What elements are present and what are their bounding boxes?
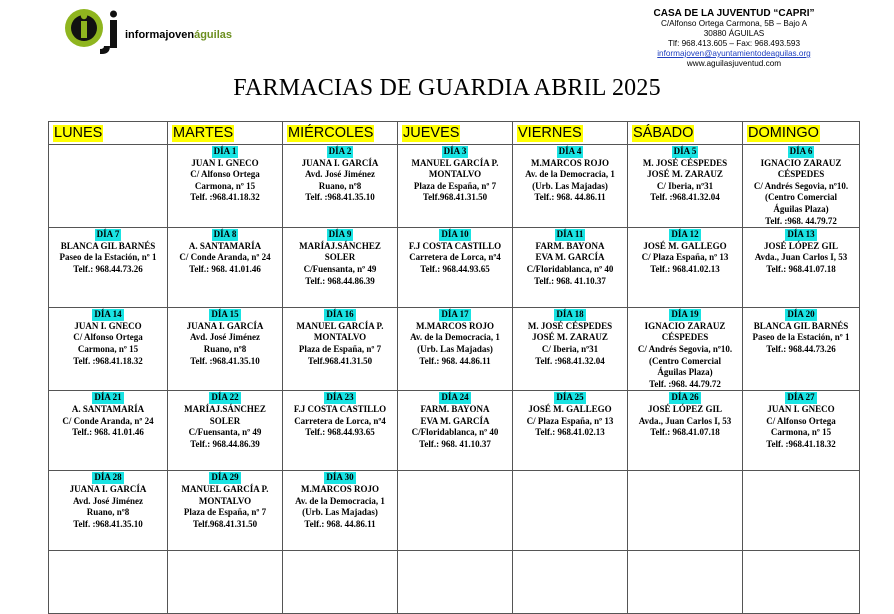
org-name: CASA DE LA JUVENTUD “CAPRI” (653, 8, 815, 19)
day-cell (398, 145, 513, 228)
day-number: DÍA 18 (556, 309, 584, 320)
pharmacy-info-line: MANUEL GARCÍA P. (296, 320, 384, 331)
pharmacy-info-line: Telf.: 968.41.07.18 (650, 427, 720, 438)
pharmacy-info-line: C/Floridablanca, nº 40 (526, 263, 614, 274)
pharmacy-info-line: C/ Iberia, nº31 (656, 180, 714, 191)
pharmacy-info-line: MONTALVO (428, 169, 482, 180)
pharmacy-info-line: Telf.: 968.44.73.26 (766, 343, 836, 354)
weekday-header (513, 122, 628, 145)
pharmacy-info-line: F.J COSTA CASTILLO (408, 240, 502, 251)
pharmacy-info-line: C/Floridablanca, nº 40 (411, 427, 499, 438)
pharmacy-info-line: CÉSPEDES (661, 332, 709, 343)
page-title: FARMACIAS DE GUARDIA ABRIL 2025 (233, 75, 661, 101)
pharmacy-info-line: C/Fuensanta, nº 49 (188, 427, 262, 438)
pharmacy-info-line: Telf.: 968.41.02.13 (650, 263, 720, 274)
pharmacy-info-line: C/ Conde Aranda, nº 24 (179, 252, 271, 263)
pharmacy-info-line: Águilas Plaza) (657, 367, 713, 378)
pharmacy-info-line: Carmona, nº 15 (77, 343, 139, 354)
pharmacy-info-line: Plaza de España, nº 7 (183, 507, 267, 518)
pharmacy-info-line: Telf.: 968. 41.10.37 (534, 275, 606, 286)
pharmacy-info-line: Telf.968.41.31.50 (422, 192, 488, 203)
pharmacy-info-line: Telf. :968.41.32.04 (650, 192, 720, 203)
pharmacy-info-line: Carretera de Lorca, nº4 (294, 415, 386, 426)
day-number: DÍA 2 (328, 146, 352, 156)
pharmacy-info-line: (Centro Comercial (765, 192, 837, 203)
pharmacy-info-line: Av. de la Democracia, 1 (410, 332, 500, 343)
pharmacy-info-line: JUAN I. GNECO (767, 403, 835, 414)
empty-cell (628, 551, 743, 614)
weekday-header (628, 122, 743, 145)
day-cell (628, 145, 743, 228)
org-web: www.aguilasjuventud.com (686, 59, 782, 68)
pharmacy-info-line: EVA M. GARCÍA (535, 252, 605, 263)
day-number: DÍA 20 (787, 309, 815, 320)
pharmacy-info-line: SOLER (209, 415, 241, 426)
pharmacy-info-line: Avd. José Jiménez (72, 495, 144, 506)
pharmacy-info-line: Ruano, nº8 (203, 343, 247, 354)
pharmacy-info-line: Telf.: 968.44.86.39 (190, 438, 260, 449)
pharmacy-info-line: M. JOSÉ CÉSPEDES (527, 320, 613, 331)
day-number: DÍA 29 (211, 472, 239, 483)
day-cell (398, 391, 513, 471)
pharmacy-info-line: Telf.: 968.44.86.39 (305, 275, 375, 286)
pharmacy-info-line: JOSÉ LÓPEZ GIL (647, 403, 723, 414)
pharmacy-info-line: Telf.: 968. 44.86.11 (534, 192, 606, 203)
empty-cell (49, 145, 168, 228)
day-cell (168, 391, 283, 471)
pharmacy-info-line: A. SANTAMARÍA (71, 403, 145, 414)
pharmacy-info-line: MANUEL GARCÍA P. (411, 157, 499, 168)
day-number: DÍA 16 (326, 309, 354, 320)
pharmacy-info-line: Avda., Juan Carlos I, 53 (754, 252, 848, 263)
pharmacy-info-line: Telf. :968.41.18.32 (190, 192, 260, 203)
org-address: C/Alfonso Ortega Carmona, 5B – Bajo A (660, 19, 808, 28)
pharmacy-info-line: Telf. :968.41.35.10 (73, 518, 143, 529)
day-cell (283, 228, 398, 308)
day-cell (49, 471, 168, 551)
pharmacy-info-line: SOLER (324, 252, 356, 263)
pharmacy-info-line: C/ Alfonso Ortega (190, 169, 260, 180)
day-cell (168, 228, 283, 308)
day-number: DÍA 9 (328, 229, 352, 240)
day-number: DÍA 30 (326, 472, 354, 483)
pharmacy-info-line: A. SANTAMARÍA (188, 240, 262, 251)
pharmacy-info-line: MONTALVO (198, 495, 252, 506)
weekday-header (168, 122, 283, 145)
day-number: DÍA 22 (211, 392, 239, 403)
pharmacy-info-line: JOSÉ M. ZARAUZ (647, 169, 723, 180)
day-number: DÍA 5 (673, 146, 697, 156)
pharmacy-info-line: Telf. :968.41.35.10 (305, 192, 375, 203)
pharmacy-info-line: Telf. :968.41.18.32 (766, 438, 836, 449)
day-number: DÍA 10 (441, 229, 469, 240)
pharmacy-info-line: JUAN I. GNECO (74, 320, 142, 331)
pharmacy-info-line: M.MARCOS ROJO (416, 320, 494, 331)
empty-cell (743, 471, 860, 551)
day-number: DÍA 26 (671, 392, 699, 403)
pharmacy-info-line: C/ Iberia, nº31 (541, 343, 599, 354)
pharmacy-info-line: Ruano, nº8 (318, 180, 362, 191)
pharmacy-info-line: C/Fuensanta, nº 49 (303, 263, 377, 274)
pharmacy-info-line: IGNACIO ZARAUZ (760, 157, 842, 168)
weekday-label: LUNES (54, 125, 103, 141)
day-number: DÍA 12 (671, 229, 699, 240)
empty-cell (398, 551, 513, 614)
pharmacy-info-line: Telf. :968.41.18.32 (73, 355, 143, 366)
pharmacy-info-line: C/ Alfonso Ortega (766, 415, 836, 426)
pharmacy-info-line: JUANA I. GARCÍA (186, 320, 264, 331)
pharmacy-info-line: JOSÉ M. GALLEGO (643, 240, 727, 251)
pharmacy-info-line: IGNACIO ZARAUZ (644, 320, 726, 331)
pharmacy-info-line: Telf. :968. 44.79.72 (649, 378, 721, 389)
pharmacy-info-line: FARM. BAYONA (535, 240, 605, 251)
pharmacy-info-line: Telf.: 968. 41.01.46 (72, 427, 144, 438)
empty-cell (628, 471, 743, 551)
weekday-label: MARTES (173, 125, 234, 141)
pharmacy-info-line: JUANA I. GARCÍA (301, 157, 379, 168)
pharmacy-info-line: Telf.: 968. 41.01.46 (189, 263, 261, 274)
empty-cell (513, 471, 628, 551)
pharmacy-info-line: Telf.: 968.44.93.65 (420, 263, 490, 274)
day-number: DÍA 14 (94, 309, 122, 320)
week-row (49, 551, 860, 614)
day-number: DÍA 6 (789, 146, 813, 156)
day-number: DÍA 15 (211, 309, 239, 320)
pharmacy-info-line: (Centro Comercial (649, 355, 721, 366)
pharmacy-info-line: BLANCA GIL BARNÉS (753, 320, 849, 331)
empty-cell (743, 551, 860, 614)
pharmacy-info-line: MONTALVO (313, 332, 367, 343)
pharmacy-info-line: Plaza de España, nº 7 (298, 343, 382, 354)
pharmacy-info-line: C/ Conde Aranda, nº 24 (62, 415, 154, 426)
day-number: DÍA 25 (556, 392, 584, 403)
pharmacy-info-line: C/ Andrés Segovia, nº10. (753, 180, 849, 191)
pharmacy-info-line: F.J COSTA CASTILLO (293, 403, 387, 414)
week-row (49, 471, 860, 551)
organization-info (614, 9, 854, 69)
day-cell (628, 228, 743, 308)
org-email-link[interactable]: informajoven@ayuntamientodeaguilas.org (657, 49, 811, 58)
pharmacy-info-line: JOSÉ LÓPEZ GIL (763, 240, 839, 251)
day-cell (513, 308, 628, 391)
weekday-label: MIÉRCOLES (288, 125, 374, 141)
day-cell (513, 228, 628, 308)
pharmacy-info-line: Carretera de Lorca, nº4 (409, 252, 501, 263)
day-cell (283, 391, 398, 471)
org-city: 30880 ÁGUILAS (703, 29, 765, 38)
pharmacy-info-line: MARÍAJ.SÁNCHEZ (299, 240, 381, 251)
pharmacy-info-line: (Urb. Las Majadas) (417, 343, 493, 354)
pharmacy-info-line: Telf.968.41.31.50 (192, 518, 258, 529)
weekday-label: DOMINGO (748, 125, 819, 141)
day-cell (283, 308, 398, 391)
week-row (49, 228, 860, 308)
pharmacy-info-line: M.MARCOS ROJO (301, 483, 379, 494)
day-cell (283, 471, 398, 551)
pharmacy-info-line: (Urb. Las Majadas) (532, 180, 608, 191)
pharmacy-info-line: JUANA I. GARCÍA (69, 483, 147, 494)
day-cell (628, 391, 743, 471)
pharmacy-info-line: Telf.: 968.44.73.26 (73, 263, 143, 274)
day-number: DÍA 1 (213, 146, 237, 156)
weekday-header-row (49, 122, 860, 145)
day-cell (283, 145, 398, 228)
weekday-label: VIERNES (518, 125, 582, 141)
brand-suffix: águilas (194, 29, 232, 41)
pharmacy-info-line: Avd. José Jiménez (189, 332, 261, 343)
pharmacy-calendar (48, 121, 860, 614)
pharmacy-info-line: Águilas Plaza) (773, 203, 829, 214)
day-cell (398, 228, 513, 308)
pharmacy-info-line: JOSÉ M. ZARAUZ (532, 332, 608, 343)
pharmacy-info-line: MARÍAJ.SÁNCHEZ (184, 403, 266, 414)
pharmacy-info-line: Paseo de la Estación, nº 1 (752, 332, 850, 343)
pharmacy-info-line: Paseo de la Estación, nº 1 (59, 252, 157, 263)
pharmacy-info-line: Telf.: 968. 44.86.11 (304, 518, 376, 529)
day-number: DÍA 11 (556, 229, 584, 240)
pharmacy-info-line: Telf.: 968. 44.86.11 (419, 355, 491, 366)
pharmacy-info-line: CÉSPEDES (777, 169, 825, 180)
day-cell (743, 391, 860, 471)
pharmacy-info-line: FARM. BAYONA (420, 403, 490, 414)
empty-cell (283, 551, 398, 614)
pharmacy-info-line: JUAN I. GNECO (191, 157, 259, 168)
pharmacy-info-line: Carmona, nº 15 (770, 427, 832, 438)
day-number: DÍA 4 (558, 146, 582, 156)
weekday-label: JUEVES (403, 125, 460, 141)
day-cell (168, 308, 283, 391)
pharmacy-info-line: Av. de la Democracia, 1 (525, 169, 615, 180)
brand-name (125, 29, 232, 41)
day-number: DÍA 21 (94, 392, 122, 403)
empty-cell (398, 471, 513, 551)
calendar-body (49, 145, 860, 614)
pharmacy-info-line: EVA M. GARCÍA (420, 415, 490, 426)
week-row (49, 308, 860, 391)
day-cell (513, 145, 628, 228)
pharmacy-info-line: Telf.: 968. 41.10.37 (419, 438, 491, 449)
pharmacy-info-line: Telf.: 968.41.02.13 (535, 427, 605, 438)
weekday-header (283, 122, 398, 145)
pharmacy-info-line: M. JOSÉ CÉSPEDES (642, 157, 728, 168)
day-cell (743, 228, 860, 308)
pharmacy-info-line: Telf.968.41.31.50 (307, 355, 373, 366)
day-cell (168, 471, 283, 551)
pharmacy-info-line: MANUEL GARCÍA P. (181, 483, 269, 494)
pharmacy-info-line: C/ Alfonso Ortega (73, 332, 143, 343)
day-cell (49, 391, 168, 471)
weekday-label: SÁBADO (633, 125, 694, 141)
day-number: DÍA 17 (441, 309, 469, 320)
day-number: DÍA 28 (94, 472, 122, 483)
pharmacy-info-line: C/ Andrés Segovia, nº10. (637, 343, 733, 354)
org-phone: Tlf: 968.413.605 – Fax: 968.493.593 (667, 39, 800, 48)
pharmacy-info-line: Avd. José Jiménez (304, 169, 376, 180)
day-number: DÍA 8 (213, 229, 237, 240)
pharmacy-info-line: Carmona, nº 15 (194, 180, 256, 191)
empty-cell (513, 551, 628, 614)
pharmacy-info-line: Avda., Juan Carlos I, 53 (638, 415, 732, 426)
day-number: DÍA 3 (443, 146, 467, 156)
week-row (49, 391, 860, 471)
pharmacy-info-line: M.MARCOS ROJO (531, 157, 609, 168)
pharmacy-info-line: (Urb. Las Majadas) (302, 507, 378, 518)
weekday-header (743, 122, 860, 145)
pharmacy-info-line: Telf. :968. 44.79.72 (765, 215, 837, 226)
day-number: DÍA 24 (441, 392, 469, 403)
pharmacy-info-line: C/ Plaza España, nº 13 (526, 415, 614, 426)
empty-cell (168, 551, 283, 614)
pharmacy-info-line: JOSÉ M. GALLEGO (528, 403, 612, 414)
pharmacy-info-line: BLANCA GIL BARNÉS (60, 240, 156, 251)
pharmacy-info-line: Av. de la Democracia, 1 (295, 495, 385, 506)
day-cell (743, 145, 860, 228)
week-row (49, 145, 860, 228)
pharmacy-info-line: Telf. :968.41.32.04 (535, 355, 605, 366)
day-cell (513, 391, 628, 471)
pharmacy-info-line: Plaza de España, nº 7 (413, 180, 497, 191)
day-cell (743, 308, 860, 391)
day-number: DÍA 13 (787, 229, 815, 240)
day-cell (168, 145, 283, 228)
day-cell (49, 308, 168, 391)
pharmacy-info-line: Ruano, nº8 (86, 507, 130, 518)
day-cell (398, 308, 513, 391)
weekday-header (49, 122, 168, 145)
day-number: DÍA 19 (671, 309, 699, 320)
pharmacy-info-line: Telf. :968.41.35.10 (190, 355, 260, 366)
day-cell (628, 308, 743, 391)
pharmacy-info-line: Telf.: 968.41.07.18 (766, 263, 836, 274)
brand-prefix: informajoven (125, 29, 195, 41)
weekday-header (398, 122, 513, 145)
empty-cell (49, 551, 168, 614)
day-number: DÍA 23 (326, 392, 354, 403)
pharmacy-info-line: Telf.: 968.44.93.65 (305, 427, 375, 438)
pharmacy-info-line: C/ Plaza España, nº 13 (641, 252, 729, 263)
day-cell (49, 228, 168, 308)
day-number: DÍA 7 (96, 229, 120, 240)
day-number: DÍA 27 (787, 392, 815, 403)
